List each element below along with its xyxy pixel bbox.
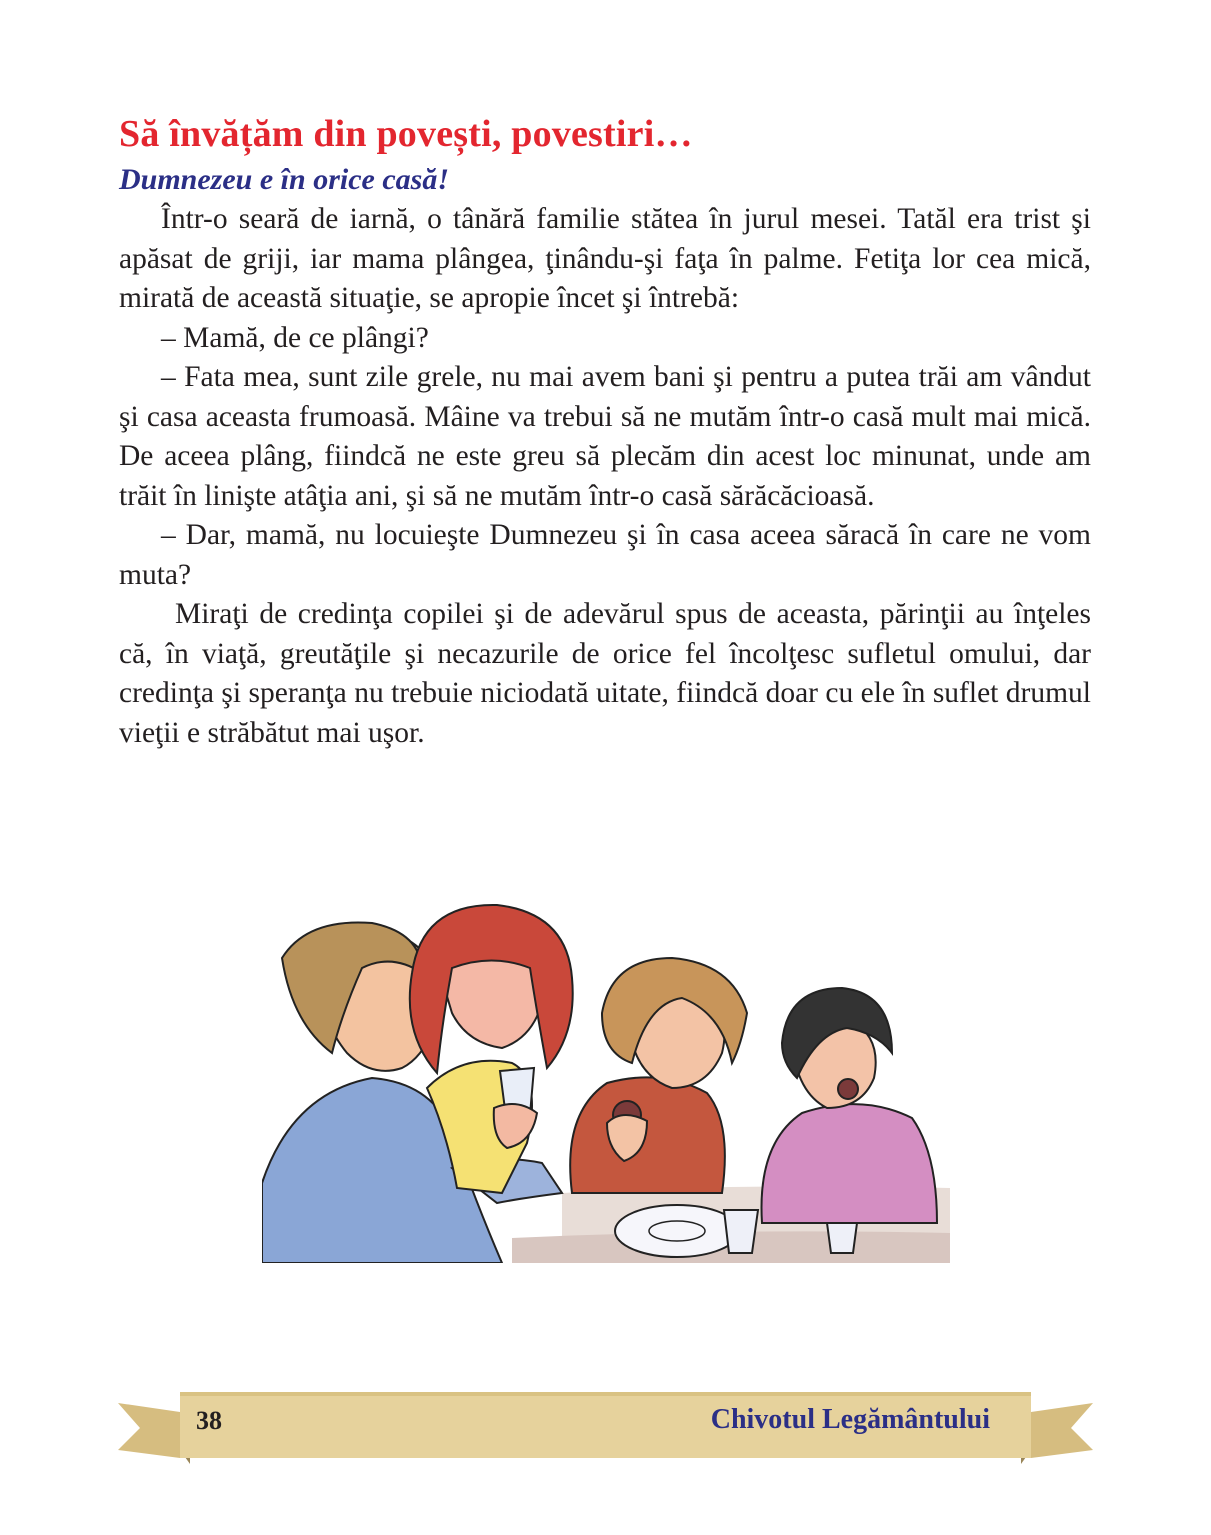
paragraph: Într-o seară de iarnă, o tânără familie stătea în jurul mesei. Tatăl era trist şi apăsat de griji, iar mama plângea, ţinându-şi faţa în palme. Fetiţa lor cea mică, mirată de această situaţie, se apropie încet şi întrebă: bbox=[119, 203, 1091, 314]
paragraph: – Fata mea, sunt zile grele, nu mai avem bani şi pentru a putea trăi am vândut şi casa aceasta frumoasă. Mâine va trebui să ne mutăm într-o casă mult mai mică. De aceea plâng, fiindcă ne este greu să plecăm din acest loc minunat, unde am trăit în linişte atâţia ani, şi să ne mutăm într-o casă sărăcăcioasă. bbox=[119, 361, 1091, 512]
story-text bbox=[119, 200, 1091, 753]
paragraph: – Dar, mamă, nu locuieşte Dumnezeu şi în casa aceea săracă în care ne vom muta? bbox=[119, 519, 1091, 591]
book-title: Chivotul Legământului bbox=[710, 1404, 990, 1435]
family-at-table-illustration bbox=[262, 893, 950, 1263]
paragraph: Miraţi de credinţa copilei şi de adevărul spus de aceasta, părinţii au înţeles că, în viaţă, greutăţile şi necazurile de orice fel încolţesc sufletul omului, dar credinţa şi speranţa nu trebuie niciodată uitate, fiindcă doar cu ele în suflet drumul vieţii e străbătut mai uşor. bbox=[119, 598, 1091, 749]
paragraph: – Mamă, de ce plângi? bbox=[161, 321, 429, 354]
page-number: 38 bbox=[196, 1406, 222, 1435]
section-title: Să învățăm din povești, povestiri… bbox=[119, 113, 693, 155]
story-title: Dumnezeu e în orice casă! bbox=[119, 163, 449, 196]
